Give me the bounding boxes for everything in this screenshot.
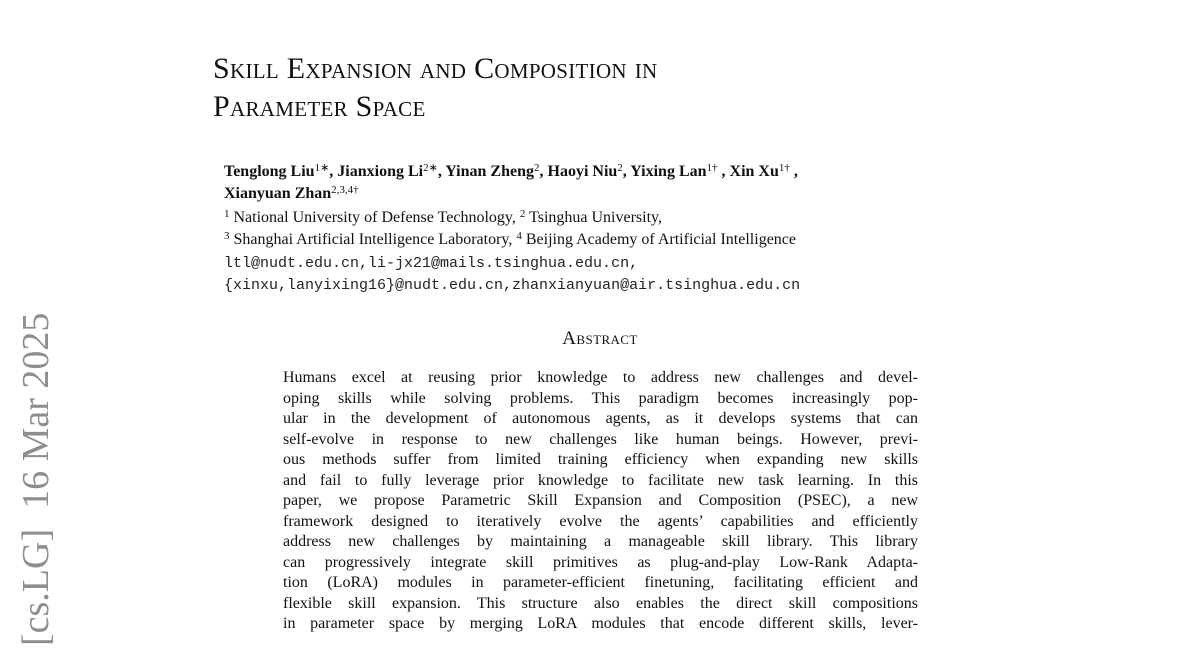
arxiv-date: 16 Mar 2025 [15,312,57,509]
author-name: Xianyuan Zhan [224,185,332,202]
author-separator: , [539,163,548,180]
author-separator: , [437,163,446,180]
title-line-1: Skill Expansion and Composition in [213,52,658,85]
affiliation-line-1 [224,207,796,229]
abstract-line: address new challenges by maintaining a manageable skill library. This library [283,533,918,550]
affil-mark: 1 [224,208,230,220]
affiliation-line-2 [224,229,796,251]
author-name: Yinan Zheng [445,163,534,180]
affil-text: National University of Defense Technology, [229,209,520,226]
abstract-line: self-evolve in response to new challenges like human beings. However, previ- [283,430,918,448]
abstract-line: can progressively integrate skill primitives as plug-and-play Low-Rank Adapta- [283,553,918,571]
abstract-line: in parameter space by merging LoRA modules that encode different skills, lever- [283,615,918,632]
affil-text: Shanghai Artificial Intelligence Laboratory, [229,231,517,248]
author-name: Haoyi Niu [547,163,618,180]
author-separator: , [622,163,631,180]
abstract-line: paper, we propose Parametric Skill Expansion and Composition (PSEC), a new [283,492,918,509]
author-name: Yixing Lan [630,163,707,180]
paper-title [213,50,657,126]
author-separator: , [329,163,338,180]
author-affil-mark: 2∗ [423,162,438,174]
author-name: Xin Xu [729,163,779,180]
abstract-line: flexible skill expansion. This structure also enables the direct skill compositions [283,594,918,612]
email-line-1: ltl@nudt.edu.cn,li-jx21@mails.tsinghua.edu.cn, [224,255,639,272]
abstract-line: tion (LoRA) modules in parameter-efficient finetuning, facilitating efficient and [283,574,918,591]
abstract-line: ous methods suffer from limited training efficiency when expanding new skills [283,451,918,468]
author-separator: , [789,163,798,180]
author-emails [224,253,800,297]
affil-text: Beijing Academy of Artificial Intelligence [521,231,796,248]
author-name: Jianxiong Li [337,163,424,180]
author-affil-mark: 1† [778,162,790,174]
affil-mark: 4 [516,230,522,242]
author-affil-mark: 2,3,4† [331,184,359,196]
affiliations [224,207,796,251]
abstract-body [283,368,918,635]
author-line-1 [224,161,798,183]
email-line-2: {xinxu,lanyixing16}@nudt.edu.cn,zhanxianyuan@air.tsinghua.edu.cn [224,277,801,294]
author-affil-mark: 2 [617,162,623,174]
author-separator: , [717,163,730,180]
abstract-line: Humans excel at reusing prior knowledge to address new challenges and devel- [283,369,918,386]
abstract-heading: Abstract [562,328,638,349]
author-affil-mark: 1† [706,162,718,174]
arxiv-side-stamp [2,300,70,646]
affil-text: Tsinghua University, [525,209,663,226]
author-affil-mark: 1∗ [314,162,330,174]
affil-mark: 2 [519,208,526,220]
author-line-2 [224,183,798,205]
author-name: Tenglong Liu [224,163,315,180]
arxiv-category: [cs.LG] [15,528,57,646]
abstract-line: ular in the development of autonomous agents, as it develops systems that can [283,410,918,427]
author-list [224,161,798,205]
abstract-line: oping skills while solving problems. This paradigm becomes increasingly pop- [283,389,918,407]
title-line-2: Parameter Space [213,90,426,123]
abstract-line: framework designed to iteratively evolve the agents’ capabilities and efficiently [283,512,918,530]
author-affil-mark: 2 [534,162,540,174]
affil-mark: 3 [224,230,230,242]
abstract-line: and fail to fully leverage prior knowledge to facilitate new task learning. In this [283,471,918,489]
